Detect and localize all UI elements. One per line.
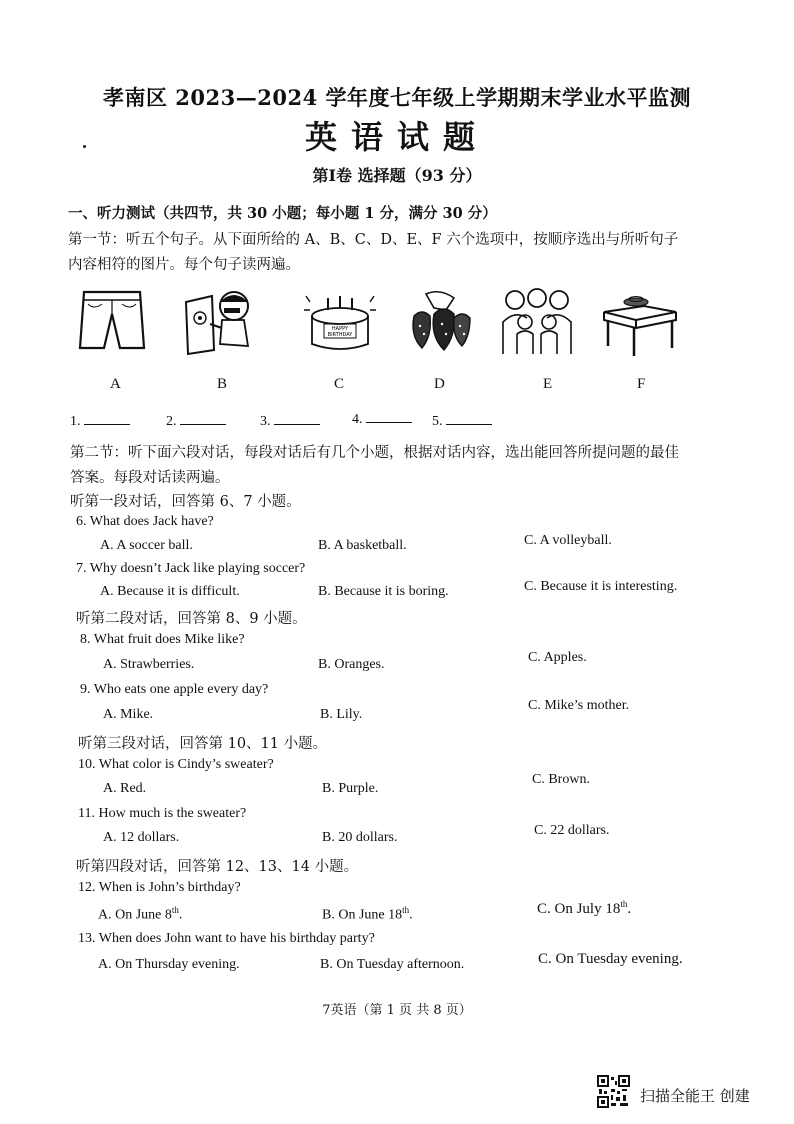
q6-option-c[interactable]: C. A volleyball. xyxy=(524,533,612,548)
scanner-brand: 扫描全能王 创建 xyxy=(640,1087,750,1105)
qr-code-icon xyxy=(597,1075,630,1108)
q10-option-b[interactable]: B. Purple. xyxy=(322,781,379,796)
table-icon xyxy=(600,288,680,358)
answer-blank-1[interactable]: 1. xyxy=(70,412,130,430)
picture-label-d: D xyxy=(434,376,445,392)
part1-instruction-1: 第一节：听五个句子。从下面所给的 A、B、C、D、E、F 六个选项中，按顺序选出与所听句子 xyxy=(68,232,679,248)
question-8: 8. What fruit does Mike like? xyxy=(80,632,245,647)
page-footer: 7英语（第 1 页 共 8 页） xyxy=(322,1003,472,1018)
q11-option-b[interactable]: B. 20 dollars. xyxy=(322,830,398,845)
part2-instruction-1: 第二节：听下面六段对话，每段对话后有几个小题，根据对话内容，选出能回答所提问题的最佳 xyxy=(70,445,679,461)
part1-instruction-2: 内容相符的图片。每个句子读两遍。 xyxy=(68,257,300,273)
q12-option-a[interactable]: A. On June 8th. xyxy=(98,905,183,923)
q9-option-a[interactable]: A. Mike. xyxy=(103,707,154,722)
q9-option-b[interactable]: B. Lily. xyxy=(320,707,363,722)
q13-option-c[interactable]: C. On Tuesday evening. xyxy=(538,951,683,967)
picture-label-a: A xyxy=(110,376,121,392)
answer-blank-2[interactable]: 2. xyxy=(166,412,226,430)
dialog-3-heading: 听第三段对话，回答第 10、11 小题。 xyxy=(78,736,328,752)
part2-instruction-2: 答案。每段对话读两遍。 xyxy=(70,470,230,486)
picture-label-e: E xyxy=(543,376,553,392)
q11-option-a[interactable]: A. 12 dollars. xyxy=(103,830,180,845)
family-icon xyxy=(497,288,577,358)
q12-option-b[interactable]: B. On June 18th. xyxy=(322,905,413,923)
q7-option-a[interactable]: A. Because it is difficult. xyxy=(100,584,240,599)
svg-text:BIRTHDAY: BIRTHDAY xyxy=(327,332,353,338)
q12-option-c[interactable]: C. On July 18th. xyxy=(537,899,632,917)
question-12: 12. When is John’s birthday? xyxy=(78,880,241,895)
q7-option-b[interactable]: B. Because it is boring. xyxy=(318,584,449,599)
q6-option-a[interactable]: A. A soccer ball. xyxy=(100,538,193,553)
q8-option-a[interactable]: A. Strawberries. xyxy=(103,657,195,672)
dialog-1-heading: 听第一段对话，回答第 6、7 小题。 xyxy=(70,494,301,510)
picture-label-c: C xyxy=(334,376,345,392)
q10-option-a[interactable]: A. Red. xyxy=(103,781,147,796)
question-10: 10. What color is Cindy’s sweater? xyxy=(78,757,274,772)
answer-blank-5[interactable]: 5. xyxy=(432,412,492,430)
subject-title: 英语试题 xyxy=(304,118,489,156)
picture-label-b: B xyxy=(217,376,228,392)
question-6: 6. What does Jack have? xyxy=(76,514,214,529)
q11-option-c[interactable]: C. 22 dollars. xyxy=(534,823,610,838)
answer-blank-4[interactable]: 4. xyxy=(352,410,412,428)
section-heading: 一、听力测试（共四节，共 30 小题；每小题 1 分，满分 30 分） xyxy=(68,205,497,222)
question-13: 13. When does John want to have his birthday party? xyxy=(78,931,375,946)
birthday-cake-icon xyxy=(300,288,380,358)
q13-option-b[interactable]: B. On Tuesday afternoon. xyxy=(320,957,465,972)
question-9: 9. Who eats one apple every day? xyxy=(80,682,269,697)
question-7: 7. Why doesn’t Jack like playing soccer? xyxy=(76,561,306,576)
q9-option-c[interactable]: C. Mike’s mother. xyxy=(528,698,630,713)
dialog-4-heading: 听第四段对话，回答第 12、13、14 小题。 xyxy=(76,859,359,875)
picture-label-f: F xyxy=(637,376,646,392)
q10-option-c[interactable]: C. Brown. xyxy=(532,772,590,787)
shorts-icon xyxy=(76,288,156,358)
strawberries-icon xyxy=(400,288,480,358)
q7-option-c[interactable]: C. Because it is interesting. xyxy=(524,579,678,594)
exam-title: 孝南区 2023—2024 学年度七年级上学期期末学业水平监测 xyxy=(102,85,691,110)
q13-option-a[interactable]: A. On Thursday evening. xyxy=(98,957,240,972)
q8-option-b[interactable]: B. Oranges. xyxy=(318,657,385,672)
q8-option-c[interactable]: C. Apples. xyxy=(528,650,587,665)
q6-option-b[interactable]: B. A basketball. xyxy=(318,538,407,553)
boy-drawing-icon xyxy=(182,288,262,358)
dialog-2-heading: 听第二段对话，回答第 8、9 小题。 xyxy=(76,611,307,627)
part-title: 第Ⅰ卷 选择题（93 分） xyxy=(312,166,482,185)
answer-blank-3[interactable]: 3. xyxy=(260,412,320,430)
svg-text:HAPPY: HAPPY xyxy=(331,326,349,332)
question-11: 11. How much is the sweater? xyxy=(78,806,247,821)
